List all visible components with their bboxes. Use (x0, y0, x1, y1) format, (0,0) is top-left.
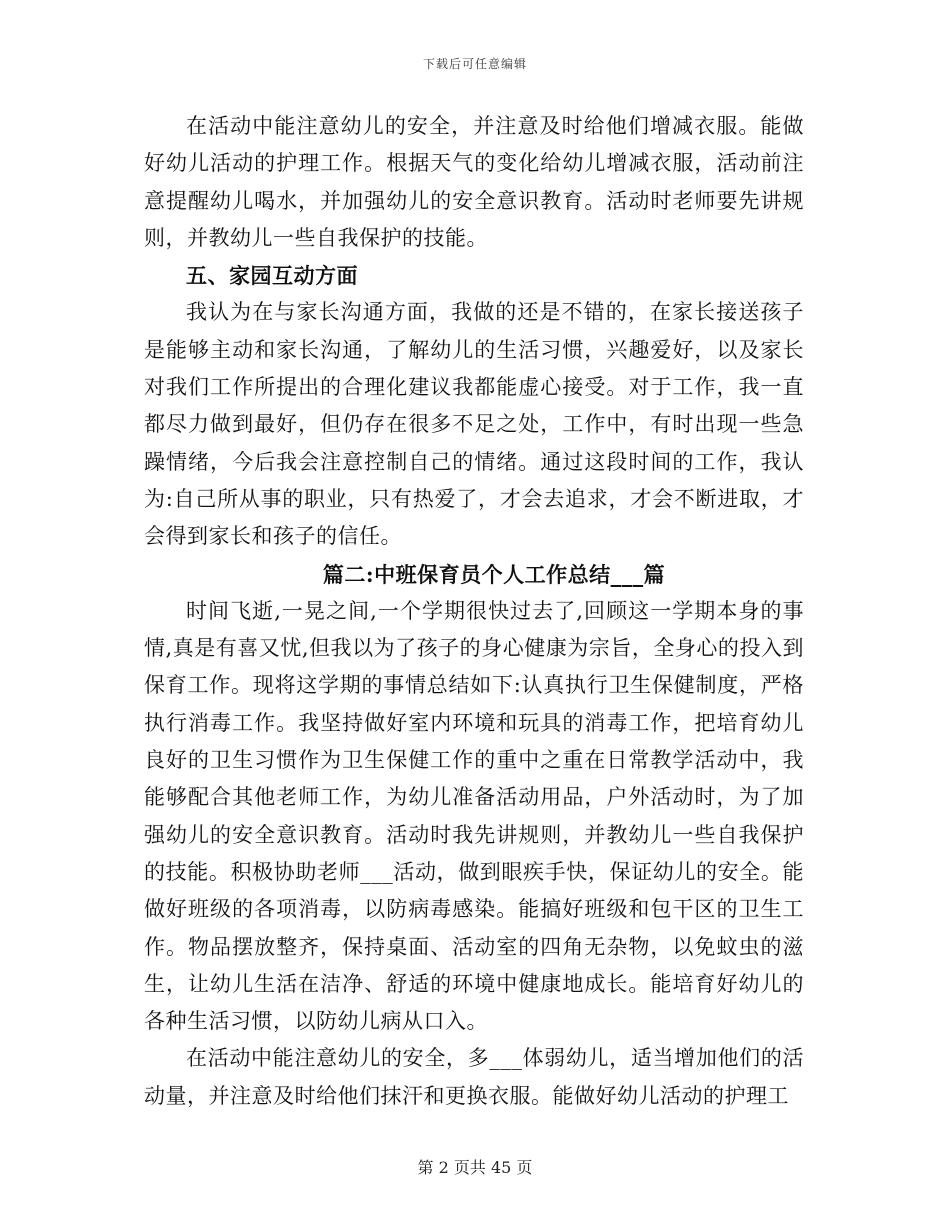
paragraph-activity-care: 在活动中能注意幼儿的安全，多___体弱幼儿，适当增加他们的活动量，并注意及时给他们抹汗和更换衣服。能做好幼儿活动的护理工 (144, 1046, 804, 1108)
page-header-note: 下载后可任意编辑 (422, 57, 527, 71)
paragraph-semester-summary: 时间飞逝,一晃之间,一个学期很快过去了,回顾这一学期本身的事情,真是有喜又忧,但我以为了孩子的身心健康为宗旨，全身心的投入到保育工作。现将这学期的事情总结如下:认真执行卫生保健制度，严格执行消毒工作。我坚持做好室内环境和玩具的消毒工作，把培育幼儿良好的卫生习惯作为卫生保健工作的重中之重在日常教学活动中，我能够配合其他老师工作，为幼儿准备活动用品，户外活动时，为了加强幼儿的安全意识教育。活动时我先讲规则，并教幼儿一些自我保护的技能。积极协助老师___活动，做到眼疾手快，保证幼儿的安全。能做好班级的各项消毒，以防病毒感染。能搞好班级和包干区的卫生工作。物品摆放整齐，保持桌面、活动室的四角无杂物，以免蚊虫的滋生，让幼儿生活在洁净、舒适的环境中健康地成长。能培育好幼儿的各种生活习惯，以防幼儿病从口入。 (144, 598, 804, 1034)
section-heading-home-school: 五、家园互动方面 (186, 263, 358, 289)
page-number-footer: 第 2 页共 45 页 (417, 1158, 533, 1177)
article-title: 篇二:中班保育员个人工作总结___篇 (322, 561, 666, 587)
paragraph-activity-safety: 在活动中能注意幼儿的安全，并注意及时给他们增减衣服。能做好幼儿活动的护理工作。根据天气的变化给幼儿增减衣服，活动前注意提醒幼儿喝水，并加强幼儿的安全意识教育。活动时老师要先讲规则，并教幼儿一些自我保护的技能。 (144, 114, 804, 250)
paragraph-parent-communication: 我认为在与家长沟通方面，我做的还是不错的，在家长接送孩子是能够主动和家长沟通，了解幼儿的生活习惯，兴趣爱好，以及家长对我们工作所提出的合理化建议我都能虚心接受。对于工作，我一直都尽力做到最好，但仍存在很多不足之处，工作中，有时出现一些急躁情绪，今后我会注意控制自己的情绪。通过这段时间的工作，我认为:自己所从事的职业，只有热爱了，才会去追求，才会不断进取，才会得到家长和孩子的信任。 (144, 300, 804, 549)
document-body (144, 108, 804, 1115)
